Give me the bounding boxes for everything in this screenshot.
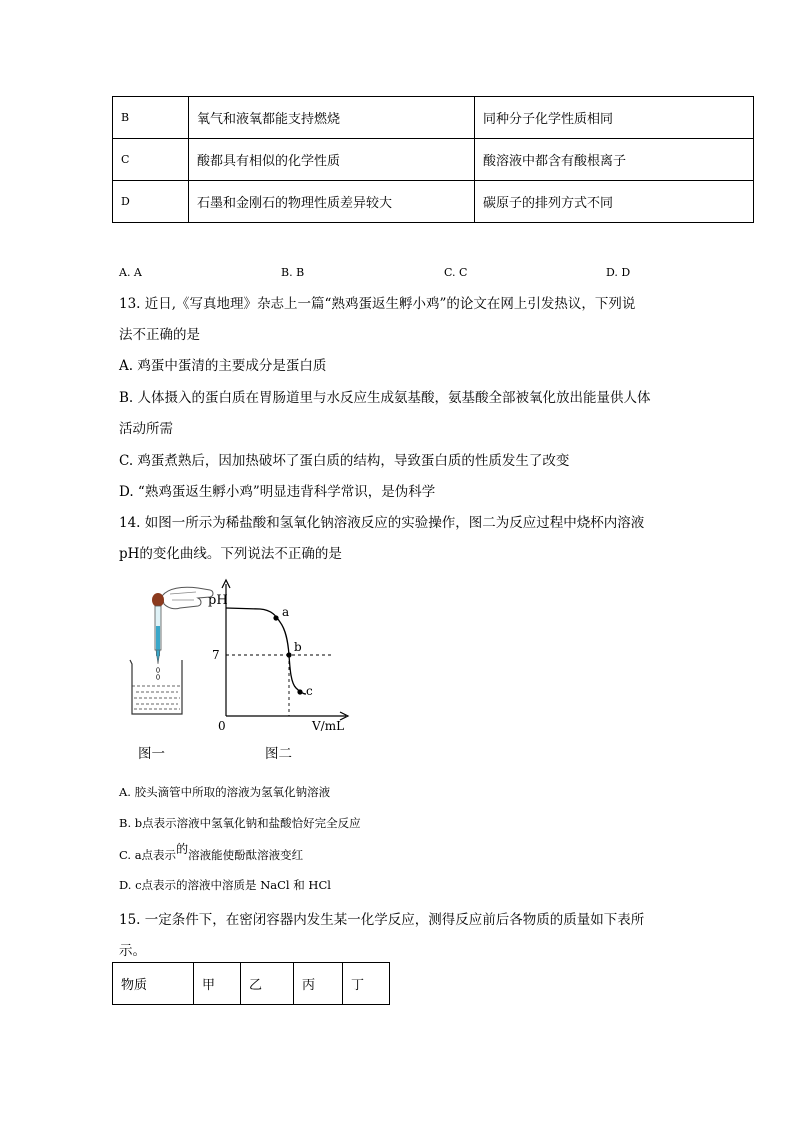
option-cell: C bbox=[113, 139, 189, 181]
header-cell: 物质 bbox=[113, 963, 194, 1005]
table-row bbox=[113, 181, 754, 223]
q14-option-c-suffix: 溶液能使酚酞溶液变红 bbox=[188, 848, 304, 862]
q13-stem-line1: 13. 近日,《写真地理》杂志上一篇“熟鸡蛋返生孵小鸡”的论文在网上引发热议，下列说 bbox=[119, 296, 636, 312]
explanation-cell: 同种分子化学性质相同 bbox=[475, 97, 754, 139]
q15-stem-line1: 15. 一定条件下，在密闭容器内发生某一化学反应，测得反应前后各物质的质量如下表所 bbox=[119, 912, 645, 928]
header-cell: 乙 bbox=[241, 963, 294, 1005]
choice-c: C. C bbox=[444, 266, 468, 279]
beaker-icon bbox=[130, 660, 182, 714]
q14-option-c-mark: 的 bbox=[176, 842, 189, 856]
table-row bbox=[113, 97, 754, 139]
q13-option-c: C. 鸡蛋煮熟后，因加热破坏了蛋白质的结构，导致蛋白质的性质发生了改变 bbox=[119, 453, 570, 469]
caption-figure2: 图二 bbox=[265, 746, 292, 762]
fact-cell: 酸都具有相似的化学性质 bbox=[189, 139, 475, 181]
q14-option-b: B. b点表示溶液中氢氧化钠和盐酸恰好完全反应 bbox=[119, 816, 361, 830]
q13-option-d: D. “熟鸡蛋返生孵小鸡”明显违背科学常识，是伪科学 bbox=[119, 484, 436, 500]
ph-chart bbox=[208, 580, 348, 733]
label-c: c bbox=[306, 684, 313, 698]
point-b bbox=[286, 652, 291, 657]
point-a bbox=[273, 615, 278, 620]
table-row bbox=[113, 139, 754, 181]
q13-option-a: A. 鸡蛋中蛋清的主要成分是蛋白质 bbox=[119, 358, 327, 374]
caption-figure1: 图一 bbox=[138, 746, 165, 762]
header-cell: 丙 bbox=[294, 963, 343, 1005]
label-a: a bbox=[282, 605, 290, 619]
x-axis-label: V/mL bbox=[312, 719, 345, 733]
explanation-cell: 酸溶液中都含有酸根离子 bbox=[475, 139, 754, 181]
q15-stem-line2: 示。 bbox=[119, 943, 146, 959]
y-axis-label: pH bbox=[208, 593, 228, 608]
choice-b: B. B bbox=[281, 266, 305, 279]
q12-table bbox=[112, 96, 754, 223]
choice-a: A. A bbox=[119, 266, 142, 279]
q14-stem-line2: pH的变化曲线。下列说法不正确的是 bbox=[119, 546, 342, 562]
explanation-cell: 碳原子的排列方式不同 bbox=[475, 181, 754, 223]
label-b: b bbox=[294, 640, 302, 654]
origin-label: 0 bbox=[218, 719, 226, 733]
tick-7: 7 bbox=[212, 648, 220, 662]
header-cell: 甲 bbox=[194, 963, 241, 1005]
fact-cell: 氧气和液氧都能支持燃烧 bbox=[189, 97, 475, 139]
q13-option-b-line2: 活动所需 bbox=[119, 421, 173, 437]
header-cell: 丁 bbox=[343, 963, 390, 1005]
table-header-row bbox=[113, 963, 390, 1005]
q15-mass-table bbox=[112, 962, 390, 1005]
option-cell: D bbox=[113, 181, 189, 223]
q14-option-c bbox=[119, 842, 304, 863]
q14-figure bbox=[110, 578, 360, 738]
q13-stem-line2: 法不正确的是 bbox=[119, 327, 200, 343]
point-c bbox=[297, 689, 302, 694]
choice-d: D. D bbox=[606, 266, 631, 279]
q14-stem-line1: 14. 如图一所示为稀盐酸和氢氧化钠溶液反应的实验操作，图二为反应过程中烧杯内溶液 bbox=[119, 515, 645, 531]
fact-cell: 石墨和金刚石的物理性质差异较大 bbox=[189, 181, 475, 223]
q13-option-b-line1: B. 人体摄入的蛋白质在胃肠道里与水反应生成氨基酸，氨基酸全部被氧化放出能量供人体 bbox=[119, 390, 651, 406]
q14-option-c-prefix: C. a点表示 bbox=[119, 848, 177, 862]
q14-option-a: A. 胶头滴管中所取的溶液为氢氧化钠溶液 bbox=[119, 785, 331, 799]
q14-option-d: D. c点表示的溶液中溶质是 NaCl 和 HCl bbox=[119, 878, 331, 892]
option-cell: B bbox=[113, 97, 189, 139]
